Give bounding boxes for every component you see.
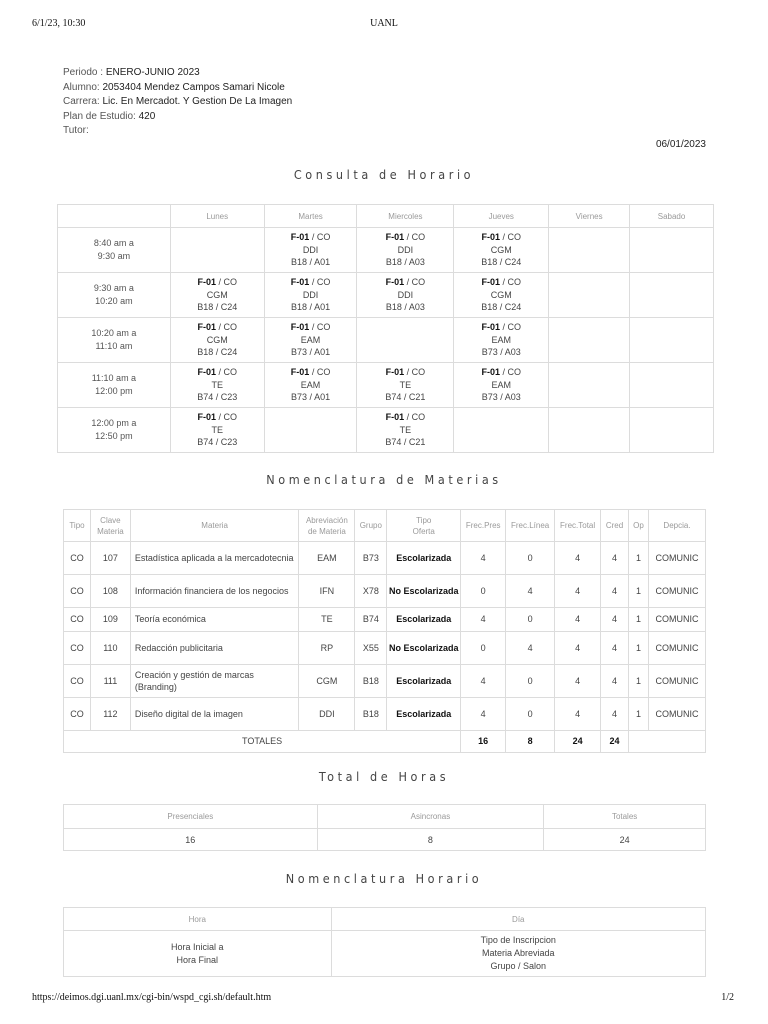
time-slot xyxy=(58,273,171,318)
class-materia: CGM xyxy=(206,289,228,300)
hours-title: Total de Horas xyxy=(318,769,450,784)
print-url: https://deimos.dgi.uanl.mx/cgi-bin/wspd_cgi.sh/default.htm xyxy=(32,992,272,1003)
subject-abrev: DDI xyxy=(299,698,355,731)
subject-grupo: B74 xyxy=(355,608,387,632)
subject-frec-linea: 0 xyxy=(506,608,555,632)
hours-totales: 24 xyxy=(544,829,706,851)
subject-frec-total: 4 xyxy=(555,608,601,632)
student-info xyxy=(63,66,292,139)
subject-abrev: CGM xyxy=(299,665,355,698)
class-salon: C23 xyxy=(220,437,238,448)
time-slot xyxy=(58,408,171,453)
col-oferta-l1: Tipo xyxy=(416,515,432,525)
class-code: F-01 xyxy=(290,366,310,377)
plan-label: Plan de Estudio: xyxy=(63,110,136,122)
time-slot xyxy=(58,228,171,273)
legend-row xyxy=(64,931,706,977)
class-grupo: B18 xyxy=(385,257,402,268)
schedule-title: Consulta de Horario xyxy=(293,167,475,182)
col-clave-l2: Materia xyxy=(97,526,124,536)
subject-oferta: No Escolarizada xyxy=(387,632,461,665)
class-salon: A03 xyxy=(408,257,425,268)
legend-col-hora: Hora xyxy=(64,908,332,931)
class-salon: A01 xyxy=(314,257,331,268)
subject-frec-pres: 0 xyxy=(461,632,506,665)
class-salon: C24 xyxy=(504,302,522,313)
hours-row xyxy=(64,829,706,851)
schedule-row xyxy=(58,228,714,273)
class-salon: C24 xyxy=(220,302,238,313)
schedule-cell: F-01 / CO CGM B18 / C24 xyxy=(454,228,549,273)
class-salon: C23 xyxy=(220,392,238,403)
time-start: 12:00 pm a xyxy=(91,418,137,429)
time-start: 11:10 am a xyxy=(91,373,137,384)
class-tipo: CO xyxy=(316,321,331,332)
class-materia: CGM xyxy=(490,289,512,300)
class-code: F-01 xyxy=(197,366,216,377)
class-code: F-01 xyxy=(481,366,501,377)
subject-oferta: Escolarizada xyxy=(387,608,461,632)
col-frec-linea: Frec.Línea xyxy=(506,510,555,542)
subject-depcia: COMUNIC xyxy=(648,608,705,632)
subject-tipo: CO xyxy=(64,665,91,698)
legend-hora-l1: Hora Inicial a xyxy=(171,941,224,952)
class-tipo: CO xyxy=(223,366,237,377)
totals-label: TOTALES xyxy=(64,731,461,753)
class-code: F-01 xyxy=(197,321,216,332)
col-clave-l1: Clave xyxy=(100,515,121,525)
class-salon: C24 xyxy=(504,257,522,268)
subject-op: 1 xyxy=(629,608,649,632)
class-grupo: B73 xyxy=(481,347,498,358)
col-abrev-l1: Abreviación xyxy=(305,515,348,525)
schedule-cell: F-01 / CO CGM B18 / C24 xyxy=(170,273,264,318)
subject-materia: Creación y gestión de marcas (Branding) xyxy=(130,665,299,698)
hours-presenciales: 16 xyxy=(64,829,318,851)
class-grupo: B18 xyxy=(197,347,214,358)
carrera-label: Carrera: xyxy=(63,96,100,107)
schedule-cell: F-01 / CO DDI B18 / A03 xyxy=(357,228,454,273)
legend-table xyxy=(63,907,706,977)
schedule-cell xyxy=(454,408,549,453)
class-tipo: CO xyxy=(223,276,237,287)
schedule-cell: F-01 / CO CGM B18 / C24 xyxy=(454,273,549,318)
hours-table xyxy=(63,804,706,851)
subject-abrev: RP xyxy=(299,632,355,665)
periodo-label: Periodo : xyxy=(63,67,104,78)
class-tipo: CO xyxy=(316,231,331,242)
schedule-cell xyxy=(630,363,714,408)
subjects-title: Nomenclatura de Materias xyxy=(266,472,502,487)
subject-grupo: B73 xyxy=(355,542,387,575)
subject-depcia: COMUNIC xyxy=(648,575,705,608)
subject-frec-total: 4 xyxy=(555,665,601,698)
class-materia: DDI xyxy=(302,289,319,300)
class-code: F-01 xyxy=(290,231,310,242)
class-code: F-01 xyxy=(481,321,501,332)
subject-clave: 112 xyxy=(90,698,130,731)
legend-dia-l3: Grupo / Salon xyxy=(490,961,547,971)
subject-grupo: B18 xyxy=(355,665,387,698)
subject-row xyxy=(64,698,706,731)
class-materia: DDI xyxy=(397,244,414,255)
class-materia: EAM xyxy=(491,334,512,345)
schedule-table xyxy=(57,204,714,453)
class-grupo: B18 xyxy=(291,302,308,313)
subject-materia: Estadística aplicada a la mercadotecnia xyxy=(130,542,299,575)
class-tipo: CO xyxy=(507,231,522,242)
carrera-line xyxy=(63,95,292,110)
schedule-cell: F-01 / CO TE B74 / C21 xyxy=(357,408,454,453)
subject-tipo: CO xyxy=(64,698,91,731)
schedule-cell xyxy=(630,228,714,273)
time-end: 11:10 am xyxy=(95,341,133,351)
subject-frec-pres: 0 xyxy=(461,575,506,608)
schedule-row xyxy=(58,363,714,408)
subject-frec-linea: 4 xyxy=(506,632,555,665)
subject-frec-total: 4 xyxy=(555,632,601,665)
class-materia: TE xyxy=(211,379,223,390)
total-empty xyxy=(629,731,706,753)
print-page-number: 1/2 xyxy=(721,992,734,1003)
class-tipo: CO xyxy=(411,411,426,422)
class-salon: A03 xyxy=(408,302,425,313)
subject-depcia: COMUNIC xyxy=(648,542,705,575)
class-grupo: B74 xyxy=(385,392,402,403)
class-salon: A03 xyxy=(504,392,521,403)
tutor-line xyxy=(63,124,292,139)
subject-abrev: EAM xyxy=(299,542,355,575)
subject-op: 1 xyxy=(629,575,649,608)
class-tipo: CO xyxy=(223,411,237,422)
col-clave xyxy=(90,510,130,542)
periodo-value: ENERO-JUNIO 2023 xyxy=(105,67,200,78)
class-tipo: CO xyxy=(507,366,522,377)
class-grupo: B18 xyxy=(385,302,402,313)
day-header: Viernes xyxy=(549,205,630,228)
subjects-table xyxy=(63,509,706,753)
subject-cred: 4 xyxy=(601,575,629,608)
col-frec-pres: Frec.Pres xyxy=(461,510,506,542)
hours-col-totales: Totales xyxy=(544,805,706,829)
col-cred: Cred xyxy=(601,510,629,542)
schedule-cell: F-01 / CO TE B74 / C23 xyxy=(170,408,264,453)
day-header: Martes xyxy=(264,205,357,228)
total-frec-linea: 8 xyxy=(506,731,555,753)
class-code: F-01 xyxy=(385,411,405,422)
time-end: 12:50 pm xyxy=(95,431,133,441)
legend-dia xyxy=(331,931,705,977)
schedule-cell: F-01 / CO DDI B18 / A03 xyxy=(357,273,454,318)
alumno-line xyxy=(63,81,292,96)
tutor-label: Tutor: xyxy=(63,125,89,136)
time-end: 10:20 am xyxy=(95,296,133,306)
schedule-cell xyxy=(549,408,630,453)
carrera-value: Lic. En Mercadot. Y Gestion De La Imagen xyxy=(102,96,293,107)
hours-asincronas: 8 xyxy=(317,829,544,851)
subject-cred: 4 xyxy=(601,608,629,632)
subject-clave: 110 xyxy=(90,632,130,665)
class-grupo: B74 xyxy=(385,437,402,448)
schedule-cell: F-01 / CO EAM B73 / A01 xyxy=(264,363,357,408)
class-materia: EAM xyxy=(491,379,512,390)
class-tipo: CO xyxy=(507,321,522,332)
class-materia: TE xyxy=(399,379,412,390)
class-materia: EAM xyxy=(300,334,321,345)
class-grupo: B73 xyxy=(291,392,308,403)
subject-materia: Información financiera de los negocios xyxy=(130,575,299,608)
subject-frec-linea: 0 xyxy=(506,665,555,698)
subject-tipo: CO xyxy=(64,632,91,665)
class-code: F-01 xyxy=(197,411,216,422)
subject-cred: 4 xyxy=(601,698,629,731)
subject-grupo: X55 xyxy=(355,632,387,665)
subject-op: 1 xyxy=(629,542,649,575)
col-frec-total: Frec.Total xyxy=(555,510,601,542)
subject-materia: Teoría económica xyxy=(130,608,299,632)
schedule-cell xyxy=(549,273,630,318)
subject-abrev: IFN xyxy=(299,575,355,608)
day-header: Jueves xyxy=(454,205,549,228)
subject-clave: 111 xyxy=(90,665,130,698)
subject-tipo: CO xyxy=(64,575,91,608)
col-op: Op xyxy=(629,510,649,542)
subject-oferta: Escolarizada xyxy=(387,542,461,575)
class-materia: TE xyxy=(399,424,412,435)
class-salon: C21 xyxy=(408,392,426,403)
alumno-label: Alumno: xyxy=(63,81,100,93)
class-tipo: CO xyxy=(411,276,426,287)
class-salon: A01 xyxy=(314,392,331,403)
class-grupo: B74 xyxy=(197,392,214,403)
subject-oferta: No Escolarizada xyxy=(387,575,461,608)
day-header: Lunes xyxy=(170,205,264,228)
class-materia: TE xyxy=(211,424,223,435)
class-grupo: B74 xyxy=(197,437,214,448)
print-header xyxy=(0,18,768,32)
class-salon: A01 xyxy=(314,302,331,313)
class-code: F-01 xyxy=(481,276,501,287)
class-code: F-01 xyxy=(385,231,405,242)
alumno-value: 2053404 Mendez Campos Samari Nicole xyxy=(102,81,285,93)
col-tipo: Tipo xyxy=(64,510,91,542)
schedule-row xyxy=(58,273,714,318)
time-start: 8:40 am a xyxy=(93,238,134,249)
subject-op: 1 xyxy=(629,632,649,665)
subject-depcia: COMUNIC xyxy=(648,698,705,731)
class-grupo: B18 xyxy=(291,257,308,268)
class-tipo: CO xyxy=(223,321,237,332)
class-code: F-01 xyxy=(385,366,405,377)
legend-title: Nomenclatura Horario xyxy=(285,871,483,886)
schedule-cell xyxy=(630,408,714,453)
col-depcia: Depcia. xyxy=(648,510,705,542)
schedule-cell: F-01 / CO EAM B73 / A03 xyxy=(454,363,549,408)
subject-row xyxy=(64,575,706,608)
plan-line xyxy=(63,110,292,125)
class-tipo: CO xyxy=(411,231,426,242)
col-materia: Materia xyxy=(130,510,299,542)
class-materia: CGM xyxy=(206,334,228,345)
class-salon: A03 xyxy=(504,347,521,358)
schedule-cell: F-01 / CO DDI B18 / A01 xyxy=(264,273,357,318)
class-code: F-01 xyxy=(290,321,310,332)
time-end: 9:30 am xyxy=(97,251,131,261)
schedule-cell: F-01 / CO EAM B73 / A03 xyxy=(454,318,549,363)
print-timestamp: 6/1/23, 10:30 xyxy=(32,18,86,29)
legend-dia-l1: Tipo de Inscripcion xyxy=(480,935,556,945)
periodo-line xyxy=(63,66,292,81)
class-code: F-01 xyxy=(197,276,216,287)
print-title: UANL xyxy=(370,18,398,29)
time-start: 9:30 am a xyxy=(93,283,134,294)
schedule-cell xyxy=(170,228,264,273)
col-grupo: Grupo xyxy=(355,510,387,542)
hours-col-presenciales: Presenciales xyxy=(64,805,318,829)
legend-hora-l2: Hora Final xyxy=(176,954,219,965)
subject-materia: Diseño digital de la imagen xyxy=(130,698,299,731)
class-materia: DDI xyxy=(302,244,319,255)
plan-value: 420 xyxy=(138,110,156,122)
subject-frec-pres: 4 xyxy=(461,698,506,731)
total-frec-pres: 16 xyxy=(461,731,506,753)
subject-depcia: COMUNIC xyxy=(648,665,705,698)
schedule-cell xyxy=(630,273,714,318)
subject-tipo: CO xyxy=(64,608,91,632)
subject-frec-linea: 4 xyxy=(506,575,555,608)
class-grupo: B18 xyxy=(481,302,498,313)
subject-cred: 4 xyxy=(601,632,629,665)
day-header: Sabado xyxy=(630,205,714,228)
col-abrev xyxy=(299,510,355,542)
subject-row xyxy=(64,542,706,575)
schedule-cell xyxy=(549,228,630,273)
subject-cred: 4 xyxy=(601,542,629,575)
subject-cred: 4 xyxy=(601,665,629,698)
time-slot xyxy=(58,363,171,408)
subject-grupo: B18 xyxy=(355,698,387,731)
schedule-cell: F-01 / CO DDI B18 / A01 xyxy=(264,228,357,273)
schedule-cell xyxy=(264,408,357,453)
schedule-cell: F-01 / CO CGM B18 / C24 xyxy=(170,318,264,363)
class-materia: DDI xyxy=(397,289,414,300)
legend-dia-l2: Materia Abreviada xyxy=(482,948,555,958)
subject-tipo: CO xyxy=(64,542,91,575)
schedule-cell: F-01 / CO EAM B73 / A01 xyxy=(264,318,357,363)
totals-row xyxy=(64,731,706,753)
subject-clave: 109 xyxy=(90,608,130,632)
time-slot xyxy=(58,318,171,363)
subject-clave: 108 xyxy=(90,575,130,608)
subject-materia: Redacción publicitaria xyxy=(130,632,299,665)
subject-abrev: TE xyxy=(299,608,355,632)
schedule-cell xyxy=(549,363,630,408)
subject-frec-linea: 0 xyxy=(506,542,555,575)
subject-frec-linea: 0 xyxy=(506,698,555,731)
class-code: F-01 xyxy=(290,276,310,287)
class-materia: EAM xyxy=(300,379,321,390)
total-cred: 24 xyxy=(601,731,629,753)
subject-clave: 107 xyxy=(90,542,130,575)
schedule-cell: F-01 / CO TE B74 / C21 xyxy=(357,363,454,408)
class-grupo: B73 xyxy=(481,392,498,403)
subject-frec-pres: 4 xyxy=(461,608,506,632)
subject-frec-pres: 4 xyxy=(461,665,506,698)
day-header: Miercoles xyxy=(357,205,454,228)
subject-grupo: X78 xyxy=(355,575,387,608)
class-code: F-01 xyxy=(385,276,405,287)
hours-col-asincronas: Asincronas xyxy=(317,805,544,829)
legend-col-dia: Día xyxy=(331,908,705,931)
subject-op: 1 xyxy=(629,665,649,698)
subject-op: 1 xyxy=(629,698,649,731)
subject-frec-total: 4 xyxy=(555,575,601,608)
class-grupo: B18 xyxy=(481,257,498,268)
class-grupo: B18 xyxy=(197,302,214,313)
col-oferta xyxy=(387,510,461,542)
class-tipo: CO xyxy=(316,366,331,377)
class-salon: A01 xyxy=(314,347,331,358)
time-end: 12:00 pm xyxy=(95,386,133,396)
day-header xyxy=(58,205,171,228)
class-tipo: CO xyxy=(316,276,331,287)
total-frec-total: 24 xyxy=(555,731,601,753)
schedule-row xyxy=(58,318,714,363)
col-oferta-l2: Oferta xyxy=(412,526,435,536)
class-tipo: CO xyxy=(411,366,426,377)
class-salon: C21 xyxy=(408,437,426,448)
subject-depcia: COMUNIC xyxy=(648,632,705,665)
subject-row xyxy=(64,632,706,665)
schedule-row xyxy=(58,408,714,453)
document-date: 06/01/2023 xyxy=(655,139,706,150)
subject-row xyxy=(64,608,706,632)
legend-hora xyxy=(64,931,332,977)
class-materia: CGM xyxy=(490,244,512,255)
class-code: F-01 xyxy=(481,231,501,242)
schedule-cell xyxy=(630,318,714,363)
class-grupo: B73 xyxy=(291,347,308,358)
subject-frec-total: 4 xyxy=(555,542,601,575)
subject-oferta: Escolarizada xyxy=(387,698,461,731)
class-salon: C24 xyxy=(220,347,238,358)
class-tipo: CO xyxy=(507,276,522,287)
schedule-cell xyxy=(357,318,454,363)
schedule-cell: F-01 / CO TE B74 / C23 xyxy=(170,363,264,408)
col-abrev-l2: de Materia xyxy=(307,526,346,536)
subject-oferta: Escolarizada xyxy=(387,665,461,698)
subject-frec-total: 4 xyxy=(555,698,601,731)
subject-row xyxy=(64,665,706,698)
subject-frec-pres: 4 xyxy=(461,542,506,575)
schedule-cell xyxy=(549,318,630,363)
time-start: 10:20 am a xyxy=(91,328,137,339)
